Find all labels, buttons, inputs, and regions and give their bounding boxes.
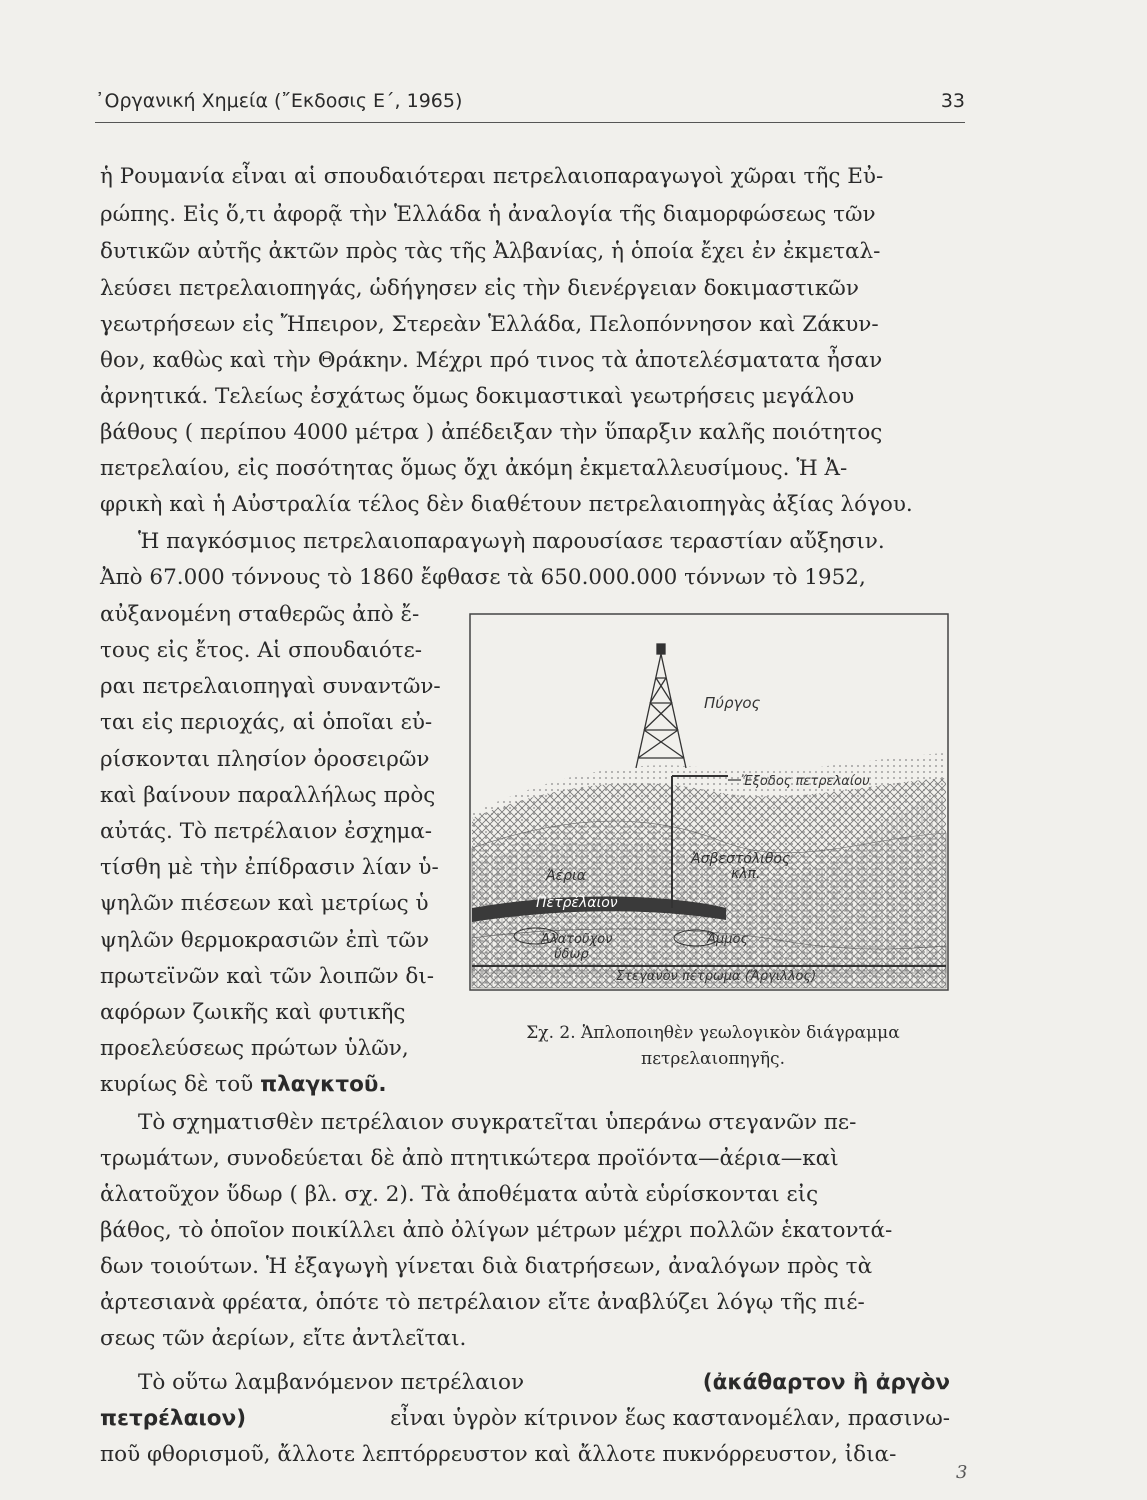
text-line: Τὸ σχηματισθὲν πετρέλαιον συγκρατεῖται ὑπεράνω στεγανῶν πε-: [138, 1110, 857, 1135]
caption-line-1: Σχ. 2. Ἁπλοποιηθὲν γεωλογικὸν διάγραμμα: [526, 1023, 900, 1043]
text-line-last-para: [100, 1368, 950, 1398]
text-line: τρωμάτων, συνοδεύεται δὲ ἀπὸ πτητικώτερα προϊόντα—ἀέρια—καὶ: [100, 1146, 839, 1171]
text-span: κυρίως δὲ τοῦ: [100, 1072, 254, 1097]
text-line: ται εἰς περιοχάς, αἱ ὁποῖαι εὐ-: [100, 710, 433, 735]
text-line: φρικὴ καὶ ἡ Αὐστραλία τέλος δὲν διαθέτουν πετρελαιοπηγὰς ἀξίας λόγου.: [100, 492, 913, 517]
label-limestone-etc: κλπ.: [731, 866, 761, 882]
page-number: 33: [940, 90, 965, 112]
text-line: προελεύσεως πρώτων ὑλῶν,: [100, 1036, 409, 1061]
label-limestone: Ἀσβεστόλιθος: [691, 851, 791, 867]
text-line: ραι πετρελαιοπηγαὶ συναντῶν-: [100, 674, 441, 699]
text-line: Ἀπὸ 67.000 τόννους τὸ 1860 ἔφθασε τὰ 650.000.000 τόννων τὸ 1952,: [100, 565, 866, 590]
label-gases: Ἀέρια: [546, 868, 586, 884]
label-water: ὕδωρ: [554, 947, 589, 962]
signature-mark: 3: [956, 1462, 968, 1483]
text-line: ψηλῶν πιέσεων καὶ μετρίως ὑ: [100, 891, 429, 916]
running-header: [95, 88, 965, 123]
text-line: ψηλῶν θερμοκρασιῶν ἐπὶ τῶν: [100, 928, 430, 953]
text-line: ἡ Ρουμανία εἶναι αἱ σπουδαιότεραι πετρελαιοπαραγωγοὶ χῶραι τῆς Εὐ-: [100, 164, 884, 189]
bold-term-plankton: πλαγκτοῦ.: [260, 1072, 387, 1097]
text-line: πρωτεϊνῶν καὶ τῶν λοιπῶν δι-: [100, 964, 435, 989]
text-line: αὐξανομένη σταθερῶς ἀπὸ ἔ-: [100, 602, 420, 627]
text-line: ἀρνητικά. Τελείως ἐσχάτως ὅμως δοκιμαστικαὶ γεωτρήσεις μεγάλου: [100, 384, 855, 409]
header-title: ᾿Οργανική Χημεία (῎Εκδοσις Ε΄, 1965): [95, 90, 463, 112]
text-line: Ἡ παγκόσμιος πετρελαιοπαραγωγὴ παρουσίασε τεραστίαν αὔξησιν.: [138, 529, 885, 554]
text-line: βάθος, τὸ ὁποῖον ποικίλλει ἀπὸ ὀλίγων μέτρων μέχρι πολλῶν ἑκατοντά-: [100, 1218, 893, 1243]
label-saltwater: Ἁλατοῦχον: [541, 932, 613, 947]
text-line: πετρελαίου, εἰς ποσότητας ὅμως ὄχι ἀκόμη ἐκμεταλλευσίμους. Ἡ Ἀ-: [100, 456, 848, 481]
text-line: δυτικῶν αὐτῆς ἀκτῶν πρὸς τὰς τῆς Ἀλβανίας, ἡ ὁποία ἔχει ἐν ἐκμεταλ-: [100, 239, 881, 264]
bold-term-crude: (ἀκάθαρτον ἢ ἀργὸν: [702, 1370, 950, 1395]
text-span: Τὸ οὕτω λαμβανόμενον πετρέλαιον: [138, 1370, 525, 1395]
text-line: τίσθη μὲ τὴν ἐπίδρασιν λίαν ὑ-: [100, 855, 439, 880]
text-line: σεως τῶν ἀερίων, εἴτε ἀντλεῖται.: [100, 1326, 467, 1351]
text-line: αφόρων ζωικῆς καὶ φυτικῆς: [100, 1000, 406, 1025]
text-line: ἀρτεσιανὰ φρέατα, ὁπότε τὸ πετρέλαιον εἴτε ἀναβλύζει λόγῳ τῆς πιέ-: [100, 1290, 865, 1315]
geological-diagram: [466, 608, 951, 1003]
text-span: εἶναι ὑγρὸν κίτρινον ἕως καστανομέλαν, πρασινω-: [390, 1406, 950, 1431]
caption-line-2: πετρελαιοπηγῆς.: [641, 1049, 785, 1069]
text-line: ρώπης. Εἰς ὅ,τι ἀφορᾷ τὴν Ἑλλάδα ἡ ἀναλογία τῆς διαμορφώσεως τῶν: [100, 202, 876, 227]
text-line: ρίσκονται πλησίον ὀροσειρῶν: [100, 747, 430, 772]
text-line: τους εἰς ἔτος. Αἱ σπουδαιότε-: [100, 638, 423, 663]
text-line: ἁλατοῦχον ὕδωρ ( βλ. σχ. 2). Τὰ ἀποθέματα αὐτὰ εὑρίσκονται εἰς: [100, 1182, 819, 1207]
text-line: γεωτρήσεων εἰς Ἤπειρον, Στερεὰν Ἑλλάδα, Πελοπόννησον καὶ Ζάκυν-: [100, 312, 879, 337]
text-line: λεύσει πετρελαιοπηγάς, ὡδήγησεν εἰς τὴν διενέργειαν δοκιμαστικῶν: [100, 276, 859, 301]
text-line-last: [100, 1070, 445, 1100]
label-outlet: Ἔξοδος πετρελαίου: [741, 774, 870, 789]
label-oil: Πετρέλαιον: [536, 895, 618, 911]
figure-caption: [468, 1020, 958, 1072]
label-clay: Στεγανὸν πέτρωμα (Ἄργιλλος): [616, 969, 817, 984]
text-line: καὶ βαίνουν παραλλήλως πρὸς: [100, 783, 436, 808]
label-sand: Ἄμμος: [706, 932, 749, 947]
text-line: θον, καθὼς καὶ τὴν Θράκην. Μέχρι πρό τινος τὰ ἀποτελέσματατα ἦσαν: [100, 348, 883, 373]
text-line: αὐτάς. Τὸ πετρέλαιον ἐσχημα-: [100, 819, 433, 844]
text-line: ποῦ φθορισμοῦ, ἄλλοτε λεπτόρρευστον καὶ ἄλλοτε πυκνόρρευστον, ἰδια-: [100, 1442, 897, 1467]
bold-term-petroleum: πετρέλαιον): [100, 1406, 247, 1431]
diagram-svg: [466, 608, 951, 1003]
text-line-last-para-2: [100, 1404, 950, 1434]
text-line: δων τοιούτων. Ἡ ἐξαγωγὴ γίνεται διὰ διατρήσεων, ἀναλόγων πρὸς τὰ: [100, 1254, 873, 1279]
label-tower: Πύργος: [704, 694, 761, 712]
text-line: βάθους ( περίπου 4000 μέτρα ) ἀπέδειξαν τὴν ὕπαρξιν καλῆς ποιότητος: [100, 420, 883, 445]
